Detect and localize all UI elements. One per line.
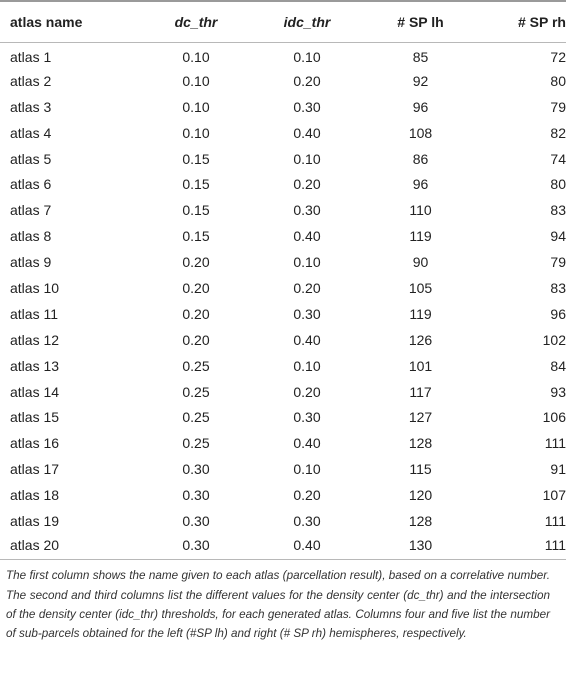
cell-sp-lh: 96 (412, 176, 429, 193)
cell-sp-lh: 101 (408, 357, 433, 374)
cell-dc-thr: 0.25 (182, 409, 210, 426)
cell-dc-thr: 0.20 (182, 254, 210, 271)
cell-dc-thr: 0.10 (182, 49, 210, 66)
cell-atlas-name: atlas 9 (10, 254, 52, 271)
cell-sp-rh: 91 (550, 461, 566, 478)
cell-sp-lh: 130 (408, 536, 433, 553)
cell-atlas-name: atlas 1 (10, 49, 52, 66)
cell-atlas-name: atlas 3 (10, 98, 52, 115)
cell-atlas-name: atlas 7 (10, 202, 52, 219)
table-row (0, 120, 566, 146)
cell-dc-thr: 0.20 (182, 331, 210, 348)
table-body (0, 42, 566, 560)
cell-sp-rh: 82 (550, 124, 566, 141)
table-row (0, 171, 566, 197)
cell-idc-thr: 0.40 (293, 435, 321, 452)
cell-atlas-name: atlas 4 (10, 124, 52, 141)
cell-sp-lh: 119 (409, 228, 432, 245)
cell-dc-thr: 0.25 (182, 357, 210, 374)
cell-atlas-name: atlas 18 (10, 487, 60, 504)
cell-dc-thr: 0.15 (182, 150, 210, 167)
cell-sp-lh: 115 (409, 461, 432, 478)
cell-sp-rh: 96 (550, 305, 566, 322)
cell-sp-lh: 127 (408, 409, 433, 426)
header-dc-thr: dc_thr (174, 13, 218, 30)
cell-sp-lh: 108 (408, 124, 433, 141)
cell-idc-thr: 0.30 (293, 305, 321, 322)
cell-idc-thr: 0.20 (293, 279, 321, 296)
cell-dc-thr: 0.30 (182, 487, 210, 504)
cell-idc-thr: 0.40 (293, 228, 321, 245)
table-row (0, 482, 566, 508)
cell-sp-lh: 96 (412, 98, 429, 115)
cell-sp-rh: 74 (550, 150, 566, 167)
cell-idc-thr: 0.10 (293, 461, 321, 478)
cell-idc-thr: 0.30 (293, 512, 321, 529)
cell-atlas-name: atlas 20 (10, 536, 60, 553)
cell-dc-thr: 0.30 (182, 536, 210, 553)
cell-dc-thr: 0.15 (182, 202, 210, 219)
cell-atlas-name: atlas 10 (10, 279, 60, 296)
cell-sp-lh: 117 (409, 383, 432, 400)
table-row (0, 404, 566, 430)
table-row (0, 223, 566, 249)
table-row (0, 301, 566, 327)
table-row (0, 42, 566, 68)
cell-sp-rh: 80 (550, 72, 566, 89)
cell-idc-thr: 0.10 (293, 357, 321, 374)
cell-idc-thr: 0.40 (293, 536, 321, 553)
cell-dc-thr: 0.30 (182, 512, 210, 529)
cell-idc-thr: 0.30 (293, 98, 321, 115)
table-header (0, 1, 566, 42)
cell-sp-lh: 86 (412, 150, 429, 167)
cell-atlas-name: atlas 2 (10, 72, 52, 89)
cell-dc-thr: 0.30 (182, 461, 210, 478)
cell-sp-rh: 84 (550, 357, 566, 374)
cell-sp-lh: 92 (412, 72, 429, 89)
cell-dc-thr: 0.25 (182, 383, 210, 400)
cell-idc-thr: 0.10 (293, 150, 321, 167)
table-row (0, 534, 566, 560)
header-atlas-name: atlas name (10, 13, 83, 30)
cell-idc-thr: 0.10 (293, 49, 321, 66)
cell-sp-rh: 94 (550, 228, 566, 245)
cell-idc-thr: 0.20 (293, 487, 321, 504)
table-caption: The first column shows the name given to each atlas (parcellation result), based on a correlative number. The second and third columns list the different values for the density center (dc_thr) and the intersection of the density center (idc_thr) thresholds, for each generated atlas. Columns four and five list the number of sub-parcels obtained for the left (#SP lh) and right (# SP rh) hemispheres, respectively. (6, 569, 550, 641)
cell-idc-thr: 0.30 (293, 409, 321, 426)
cell-sp-rh: 83 (550, 279, 566, 296)
table-row (0, 430, 566, 456)
cell-idc-thr: 0.20 (293, 176, 321, 193)
cell-sp-rh: 106 (542, 409, 566, 426)
cell-sp-lh: 90 (412, 254, 429, 271)
cell-atlas-name: atlas 6 (10, 176, 52, 193)
table-row (0, 249, 566, 275)
cell-sp-lh: 120 (408, 487, 433, 504)
cell-dc-thr: 0.10 (182, 98, 210, 115)
cell-atlas-name: atlas 16 (10, 435, 60, 452)
table-row (0, 197, 566, 223)
cell-sp-rh: 93 (550, 383, 566, 400)
cell-idc-thr: 0.20 (293, 72, 321, 89)
cell-sp-rh: 111 (544, 512, 566, 529)
header-row (0, 1, 566, 42)
cell-sp-rh: 102 (542, 331, 566, 348)
cell-sp-lh: 128 (408, 512, 433, 529)
cell-sp-lh: 119 (409, 305, 432, 322)
cell-sp-lh: 110 (409, 202, 432, 219)
cell-atlas-name: atlas 8 (10, 228, 52, 245)
table-row (0, 275, 566, 301)
cell-atlas-name: atlas 11 (10, 305, 58, 322)
table-row (0, 456, 566, 482)
cell-sp-rh: 79 (550, 254, 566, 271)
header-sp-lh: # SP lh (397, 13, 444, 30)
cell-sp-rh: 72 (550, 49, 566, 66)
cell-sp-lh: 126 (408, 331, 433, 348)
cell-dc-thr: 0.15 (182, 176, 210, 193)
cell-atlas-name: atlas 14 (10, 383, 60, 400)
cell-atlas-name: atlas 12 (10, 331, 60, 348)
cell-sp-rh: 80 (550, 176, 566, 193)
cell-atlas-name: atlas 15 (10, 409, 60, 426)
cell-atlas-name: atlas 5 (10, 150, 52, 167)
cell-sp-lh: 128 (408, 435, 433, 452)
cell-dc-thr: 0.20 (182, 279, 210, 296)
cell-idc-thr: 0.40 (293, 124, 321, 141)
cell-sp-lh: 105 (408, 279, 433, 296)
cell-dc-thr: 0.25 (182, 435, 210, 452)
table-row (0, 146, 566, 172)
cell-sp-rh: 111 (544, 435, 566, 452)
cell-sp-rh: 79 (550, 98, 566, 115)
table-row (0, 379, 566, 405)
cell-sp-rh: 83 (550, 202, 566, 219)
cell-sp-rh: 107 (542, 487, 566, 504)
table-row (0, 353, 566, 379)
table-row (0, 94, 566, 120)
cell-sp-lh: 85 (412, 49, 429, 66)
cell-idc-thr: 0.10 (293, 254, 321, 271)
cell-atlas-name: atlas 13 (10, 357, 60, 374)
header-idc-thr: idc_thr (283, 13, 331, 30)
table-row (0, 327, 566, 353)
table-row (0, 68, 566, 94)
cell-dc-thr: 0.10 (182, 72, 210, 89)
header-sp-rh: # SP rh (518, 13, 566, 30)
cell-dc-thr: 0.10 (182, 124, 210, 141)
table-row (0, 508, 566, 534)
cell-idc-thr: 0.40 (293, 331, 321, 348)
cell-idc-thr: 0.30 (293, 202, 321, 219)
cell-idc-thr: 0.20 (293, 383, 321, 400)
cell-atlas-name: atlas 19 (10, 512, 60, 529)
cell-atlas-name: atlas 17 (10, 461, 60, 478)
cell-dc-thr: 0.20 (182, 305, 210, 322)
cell-dc-thr: 0.15 (182, 228, 210, 245)
cell-sp-rh: 111 (544, 536, 566, 553)
